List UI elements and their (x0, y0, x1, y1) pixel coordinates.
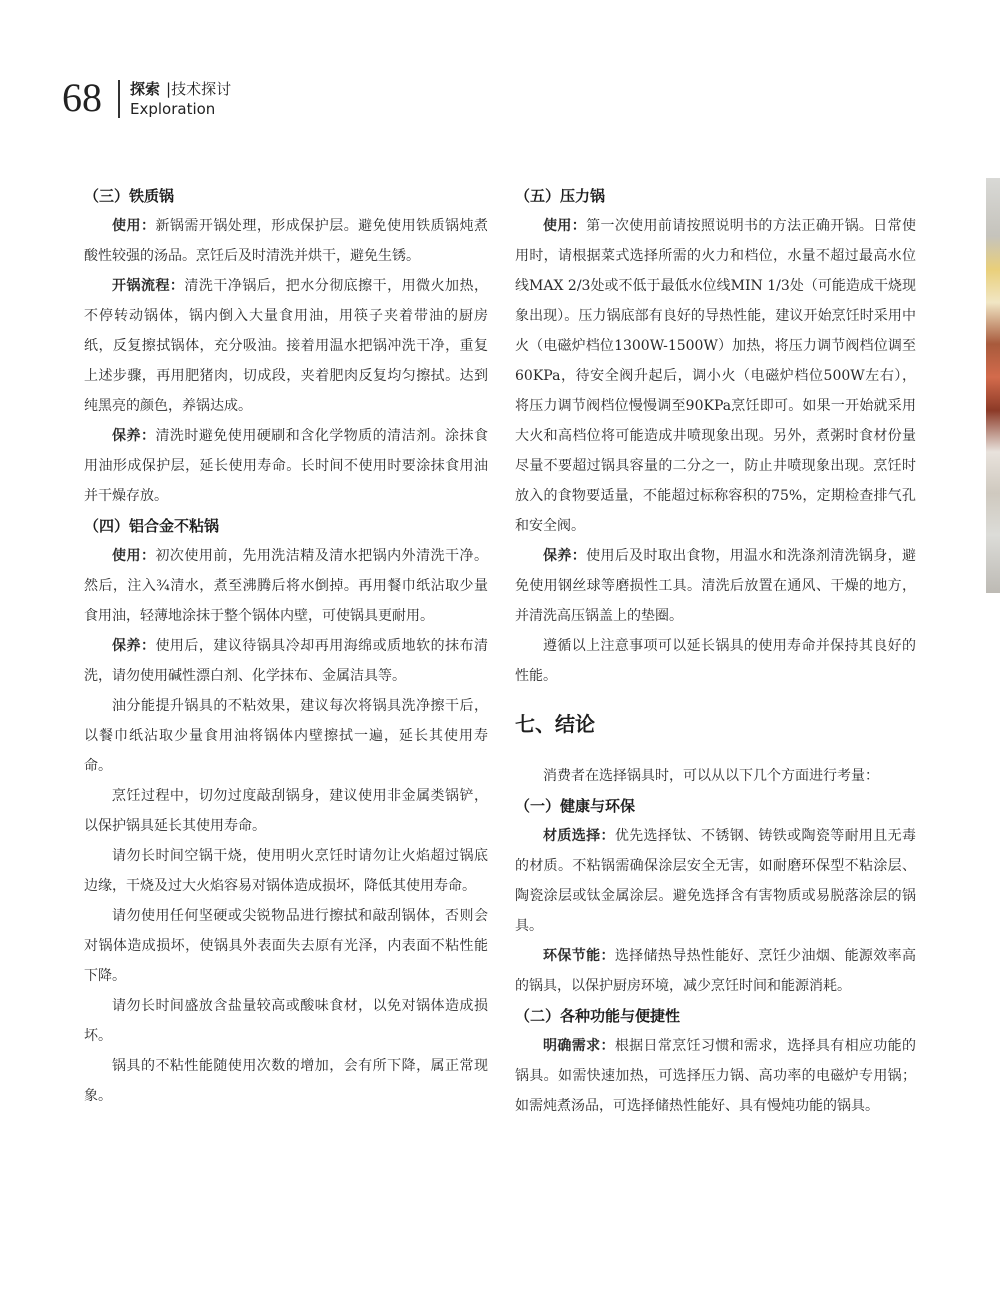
paragraph-text: 优先选择钛、不锈钢、铸铁或陶瓷等耐用且无毒的材质。不粘锅需确保涂层安全无害，如耐磨环保型不粘涂层、陶瓷涂层或钛金属涂层。避免选择含有害物质或易脱落涂层的锅具。 (515, 828, 917, 934)
right-column (515, 181, 916, 1121)
term-label: 保养： (112, 428, 156, 444)
subsection-name: |技术探讨 (166, 80, 232, 98)
term-label: 使用： (112, 548, 156, 564)
term-label: 使用： (112, 218, 156, 234)
paragraph: 请勿使用任何坚硬或尖锐物品进行擦拭和敲刮锅体，否则会对锅体造成损坏，使锅具外表面失去原有光泽，内表面不粘性能下降。 (84, 908, 488, 984)
paragraph (515, 821, 916, 941)
term-label: 材质选择： (543, 828, 615, 844)
paragraph (84, 631, 488, 691)
section-english: Exploration (130, 100, 216, 118)
paragraph: 请勿长时间空锅干烧，使用明火烹饪时请勿让火焰超过锅底边缘，干烧及过大火焰容易对锅体造成损坏，降低其使用寿命。 (84, 848, 488, 894)
heading-aluminum-pot: （四）铝合金不粘锅 (84, 517, 220, 535)
paragraph-text: 初次使用前，先用洗洁精及清水把锅内外清洗干净。然后，注入¾清水，煮至沸腾后将水倒掉。再用餐巾纸沾取少量食用油，轻薄地涂抹于整个锅体内壁，可使锅具更耐用。 (84, 548, 489, 624)
term-label: 开锅流程： (112, 278, 185, 294)
paragraph-text: 使用后，建议待锅具冷却再用海绵或质地软的抹布清洗，请勿使用碱性漂白剂、化学抹布、金属洁具等。 (84, 638, 489, 684)
paragraph-text: 清洗时避免使用硬刷和含化学物质的清洁剂。涂抹食用油形成保护层，延长使用寿命。长时间不使用时要涂抹食用油并干燥存放。 (84, 428, 489, 504)
paragraph: 油分能提升锅具的不粘效果，建议每次将锅具洗净擦干后，以餐巾纸沾取少量食用油将锅体内壁擦拭一遍，延长其使用寿命。 (84, 698, 488, 774)
paragraph-text: 选择储热导热性能好、烹饪少油烟、能源效率高的锅具，以保护厨房环境，减少烹饪时间和能源消耗。 (515, 948, 917, 994)
paragraph-text: 第一次使用前请按照说明书的方法正确开锅。日常使用时，请根据菜式选择所需的火力和档位，水量不超过最高水位线MAX 2/3处或不低于最低水位线MIN 1/3处（可能造成干烧现象出现）。压力锅底部有良好的导热性能，建议开始烹饪时采用中火（电磁炉档位1300W-1500W）加热，将压力调节阀档位调至60KPa，待安全阀升起后，调小火（电磁炉档位500W左右），将压力调节阀档位慢慢调至90KPa烹饪即可。如果一开始就采用大火和高档位将可能造成井喷现象出现。另外，煮粥时食材份量尽量不要超过锅具容量的二分之一，防止井喷现象出现。烹饪时放入的食物要适量，不能超过标称容积的75%，定期检查排气孔和安全阀。 (515, 218, 917, 534)
paragraph (84, 421, 488, 511)
paragraph (84, 541, 488, 631)
heading-pressure-cooker: （五）压力锅 (515, 187, 606, 205)
heading-health-eco: （一）健康与环保 (515, 797, 636, 815)
term-label: 保养： (112, 638, 156, 654)
paragraph-text: 新锅需开锅处理，形成保护层。避免使用铁质锅炖煮酸性较强的汤品。烹饪后及时清洗并烘干，避免生锈。 (84, 218, 489, 264)
decorative-photo-edge (986, 178, 1000, 593)
left-column (84, 181, 488, 1111)
heading-conclusion: 七、结论 (515, 712, 595, 736)
paragraph: 消费者在选择锅具时，可以从以下几个方面进行考量： (543, 768, 879, 784)
term-label: 明确需求： (543, 1038, 615, 1054)
section-name: 探索 (130, 80, 161, 98)
paragraph (515, 1031, 916, 1121)
paragraph (84, 211, 488, 271)
page-number: 68 (62, 75, 102, 120)
paragraph: 锅具的不粘性能随使用次数的增加，会有所下降，属正常现象。 (84, 1058, 488, 1104)
paragraph: 请勿长时间盛放含盐量较高或酸味食材，以免对锅体造成损坏。 (84, 998, 488, 1044)
paragraph-text: 根据日常烹饪习惯和需求，选择具有相应功能的锅具。如需快速加热，可选择压力锅、高功率的电磁炉专用锅；如需炖煮汤品，可选择储热性能好、具有慢炖功能的锅具。 (515, 1038, 917, 1114)
paragraph (515, 941, 916, 1001)
heading-function: （二）各种功能与便捷性 (515, 1007, 681, 1025)
paragraph (515, 541, 916, 631)
paragraph (84, 271, 488, 421)
paragraph (515, 211, 916, 541)
section-title (130, 78, 231, 99)
term-label: 保养： (543, 548, 587, 564)
header-divider (118, 80, 120, 118)
paragraph: 烹饪过程中，切勿过度敲刮锅身，建议使用非金属类锅铲，以保护锅具延长其使用寿命。 (84, 788, 488, 834)
term-label: 使用： (543, 218, 587, 234)
paragraph: 遵循以上注意事项可以延长锅具的使用寿命并保持其良好的性能。 (515, 638, 916, 684)
paragraph-text: 清洗干净锅后，把水分彻底擦干，用微火加热，不停转动锅体，锅内倒入大量食用油，用筷子夹着带油的厨房纸，反复擦拭锅体，充分吸油。接着用温水把锅冲洗干净，重复上述步骤，再用肥猪肉，切成段，夹着肥肉反复均匀擦拭。达到纯黑亮的颜色，养锅达成。 (84, 278, 489, 414)
term-label: 环保节能： (543, 948, 615, 964)
paragraph-text: 使用后及时取出食物，用温水和洗涤剂清洗锅身，避免使用钢丝球等磨损性工具。清洗后放置在通风、干燥的地方，并清洗高压锅盖上的垫圈。 (515, 548, 917, 624)
heading-iron-pot: （三）铁质锅 (84, 187, 175, 205)
